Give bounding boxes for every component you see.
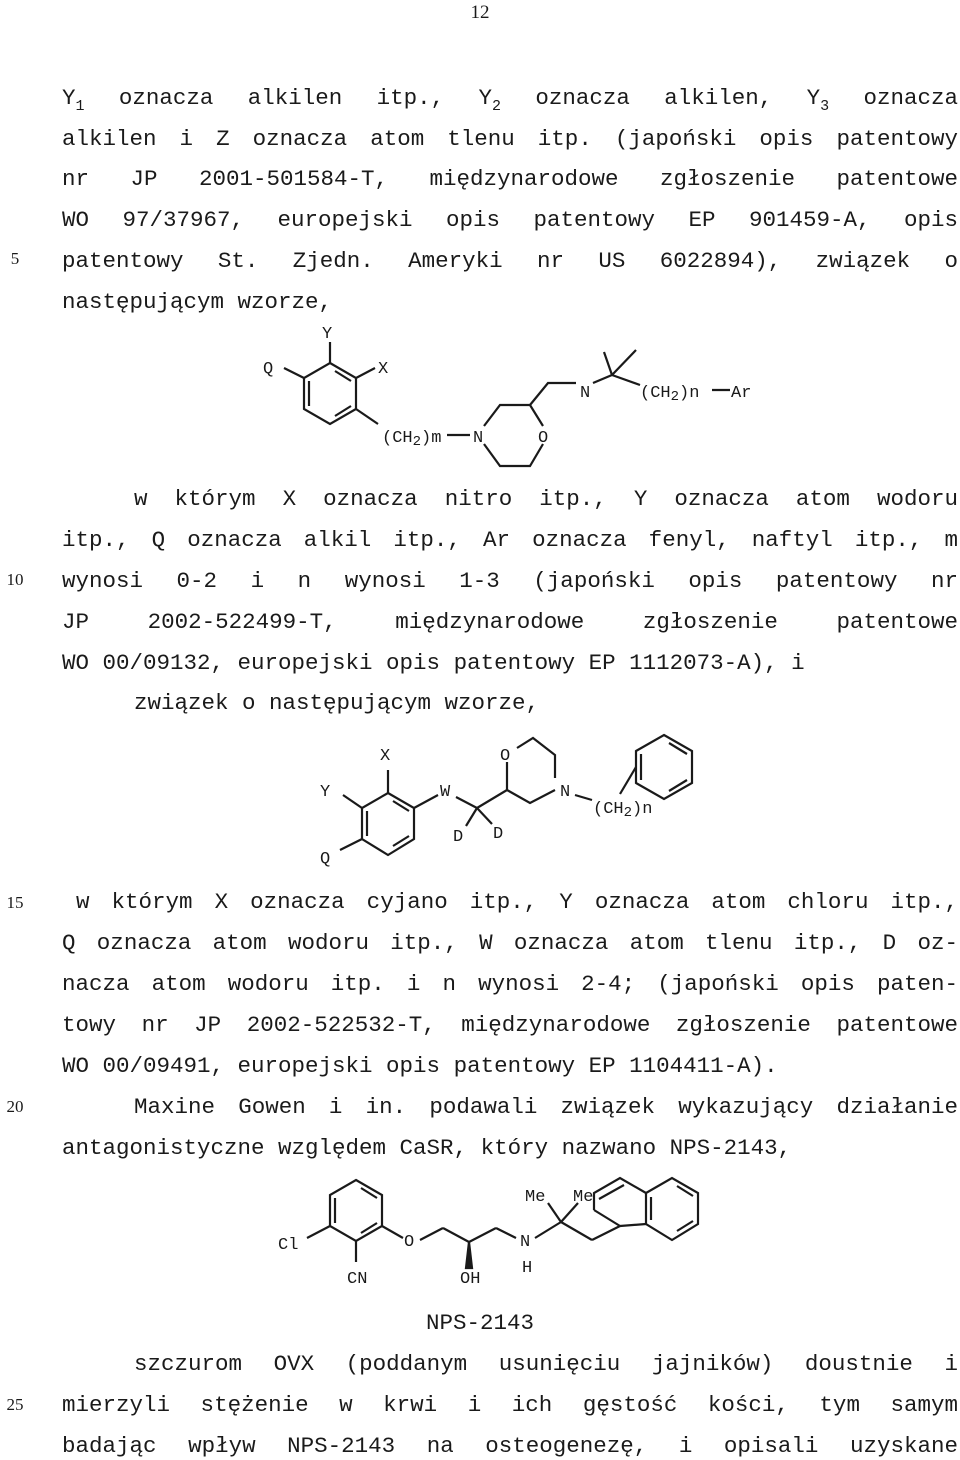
atom-label-X: X <box>378 360 389 379</box>
text-line: wynosi 0-2 i n wynosi 1-3 (japoński opis patentowy nr <box>62 568 958 594</box>
text-line: alkilen i Z oznacza atom tlenu itp. (japoński opis patentowy <box>62 126 958 152</box>
text-line: Maxine Gowen i in. podawali związek wykazujący działanie <box>134 1094 958 1120</box>
text-line: w którym X oznacza cyjano itp., Y oznacza atom chloru itp., <box>76 889 958 915</box>
text-line: JP 2002-522499-T, międzynarodowe zgłoszenie patentowe <box>62 609 958 635</box>
atom-label-OH: OH <box>460 1270 481 1289</box>
atom-label-O: O <box>500 747 511 766</box>
text-line: $Y_1$ oznacza alkilen itp., $Y_2$ oznacza alkilen, $Y_3$ oznacza <box>62 85 958 115</box>
text-line: szczurom OVX (poddanym usunięciu jajników) doustnie i <box>134 1351 958 1377</box>
atom-label-W: W <box>440 783 451 802</box>
text-line: WO 00/09132, europejski opis patentowy EP 1112073-A), i <box>62 650 805 676</box>
group-label-ch2n: (CH2)n <box>640 384 700 405</box>
text-line: nacza atom wodoru itp. i n wynosi 2-4; (japoński opis paten- <box>62 971 958 997</box>
line-number-5: 5 <box>10 249 20 268</box>
text-line: WO 97/37967, europejski opis patentowy EP 901459-A, opis <box>62 207 958 233</box>
atom-label-O: O <box>404 1233 415 1252</box>
atom-label-O-ring: O <box>538 429 549 448</box>
atom-label-N: N <box>580 384 591 403</box>
atom-label-X: X <box>380 747 391 766</box>
line-number-10: 10 <box>6 570 24 589</box>
group-label-methyl: Me <box>573 1188 594 1207</box>
atom-label-H: H <box>522 1259 533 1278</box>
text-line: związek o następującym wzorze, <box>134 690 540 716</box>
page-number: 12 <box>470 2 490 23</box>
group-label-ch2m: (CH2)m <box>382 429 442 450</box>
atom-label-CN: CN <box>347 1270 368 1289</box>
text-line: mierzyli stężenie w krwi i ich gęstość kości, tym samym <box>62 1392 958 1418</box>
atom-label-N: N <box>520 1233 531 1252</box>
group-label-Ar: Ar <box>731 384 752 403</box>
atom-label-D: D <box>453 828 464 847</box>
line-number-25: 25 <box>6 1395 24 1414</box>
atom-label-N: N <box>560 783 571 802</box>
text-line: badając wpływ NPS-2143 na osteogenezę, i opisali uzyskane <box>62 1433 958 1459</box>
text-line: itp., Q oznacza alkil itp., Ar oznacza fenyl, naftyl itp., m <box>62 527 958 553</box>
structure-caption: NPS-2143 <box>425 1310 535 1336</box>
group-label-methyl: Me <box>525 1188 546 1207</box>
group-label-ch2n: (CH2)n <box>593 800 653 821</box>
atom-label-Q: Q <box>263 360 274 379</box>
atom-label-Y: Y <box>320 783 331 802</box>
text-line: antagonistyczne względem CaSR, który nazwano NPS-2143, <box>62 1135 792 1161</box>
atom-label-N-ring: N <box>473 429 484 448</box>
line-number-15: 15 <box>6 893 24 912</box>
text-line: patentowy St. Zjedn. Ameryki nr US 6022894), związek o <box>62 248 958 274</box>
text-line: nr JP 2001-501584-T, międzynarodowe zgłoszenie patentowe <box>62 166 958 192</box>
atom-label-Cl: Cl <box>278 1236 299 1255</box>
text-line: następującym wzorze, <box>62 289 333 315</box>
text-line: towy nr JP 2002-522532-T, międzynarodowe zgłoszenie patentowe <box>62 1012 958 1038</box>
text-line: WO 00/09491, europejski opis patentowy EP 1104411-A). <box>62 1053 778 1079</box>
text-line: w którym X oznacza nitro itp., Y oznacza atom wodoru <box>134 486 958 512</box>
atom-label-Y: Y <box>322 325 333 344</box>
atom-label-D: D <box>493 825 504 844</box>
line-number-20: 20 <box>6 1097 24 1116</box>
atom-label-Q: Q <box>320 850 331 869</box>
text-line: Q oznacza atom wodoru itp., W oznacza atom tlenu itp., D oz- <box>62 930 958 956</box>
